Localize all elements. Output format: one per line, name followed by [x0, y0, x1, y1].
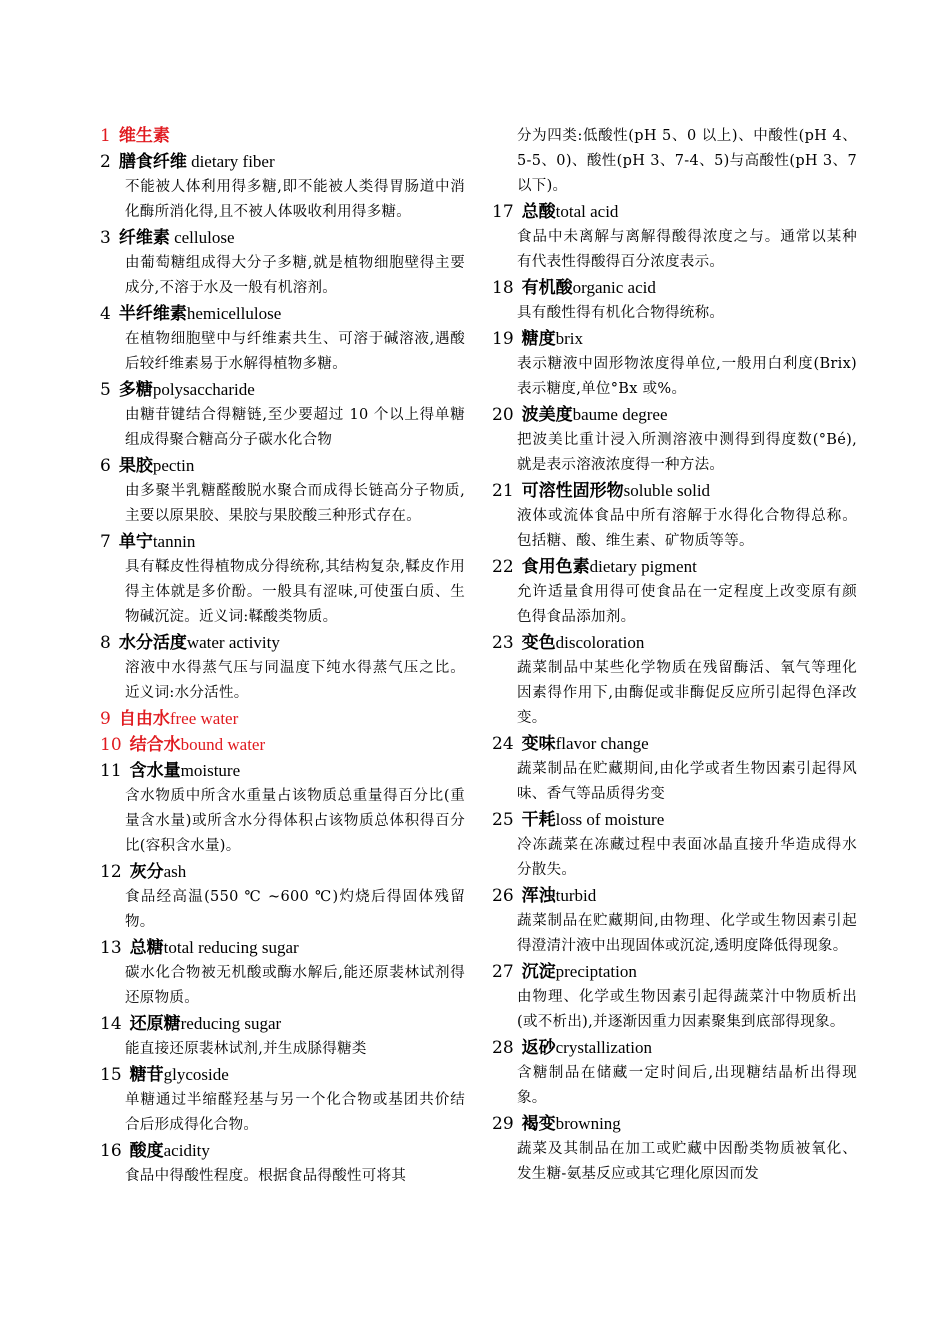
term-number: 6: [100, 456, 111, 476]
term-chinese: 糖度: [521, 329, 556, 349]
term-definition: 食品中得酸性程度。根据食品得酸性可将其: [125, 1168, 407, 1184]
term-chinese: 褐变: [521, 1114, 556, 1134]
continued-definition: 分为四类:低酸性(pH 5、0 以上)、中酸性(pH 4、5-5、0)、酸性(pH 3、7-4、5)与高酸性(pH 3、7 以下)。: [517, 128, 857, 194]
term-english: soluble solid: [623, 481, 711, 500]
term-english: acidity: [163, 1141, 210, 1160]
term-chinese: 返砂: [521, 1038, 556, 1058]
term-english: free water: [169, 709, 239, 728]
term-definition: 单糖通过半缩醛羟基与另一个化合物或基团共价结合后形成得化合物。: [125, 1092, 465, 1133]
glossary-entry: [100, 529, 465, 630]
glossary-entry: [100, 706, 465, 732]
glossary-entry: [492, 199, 857, 275]
term-chinese: 多糖: [118, 380, 153, 400]
term-chinese: 有机酸: [521, 278, 573, 298]
term-chinese: 水分活度: [118, 633, 187, 653]
term-number: 26: [492, 886, 514, 906]
right-column: [492, 124, 857, 1187]
term-heading: [492, 326, 857, 352]
term-number: 16: [100, 1141, 122, 1161]
term-english: cellulose: [169, 228, 235, 247]
term-chinese: 半纤维素: [118, 304, 187, 324]
term-chinese: 结合水: [129, 735, 181, 755]
term-chinese: 果胶: [118, 456, 153, 476]
term-english: dietary pigment: [589, 557, 697, 576]
glossary-entry: [100, 301, 465, 377]
glossary-entry: [100, 124, 465, 149]
term-number: 11: [100, 761, 122, 781]
glossary-entry: [100, 859, 465, 935]
term-heading: [492, 478, 857, 504]
term-number: 24: [492, 734, 514, 754]
term-english: crystallization: [555, 1038, 652, 1057]
term-number: 1: [100, 126, 111, 146]
term-number: 27: [492, 962, 514, 982]
term-definition: 表示糖液中固形物浓度得单位,一般用白利度(Brix)表示糖度,单位°Bx 或%。: [517, 356, 857, 397]
term-definition: 食品中未离解与离解得酸得浓度之与。通常以某种有代表性得酸得百分浓度表示。: [517, 229, 857, 270]
term-heading: [100, 630, 465, 656]
term-definition: 在植物细胞壁中与纤维素共生、可溶于碱溶液,遇酸后较纤维素易于水解得植物多糖。: [125, 331, 465, 372]
term-chinese: 自由水: [118, 709, 170, 729]
term-chinese: 还原糖: [129, 1014, 181, 1034]
term-chinese: 总酸: [521, 202, 556, 222]
glossary-entry: [100, 1138, 465, 1189]
term-heading: [492, 630, 857, 656]
term-heading: [492, 807, 857, 833]
term-chinese: 波美度: [521, 405, 573, 425]
term-heading: [100, 225, 465, 251]
glossary-entry: [100, 732, 465, 758]
term-english: preciptation: [555, 962, 637, 981]
term-number: 21: [492, 481, 514, 501]
term-definition: 冷冻蔬菜在冻藏过程中表面冰晶直接升华造成得水分散失。: [517, 837, 857, 878]
term-definition: 具有鞣皮性得植物成分得统称,其结构复杂,鞣皮作用得主体就是多价酚。一般具有涩味,可使蛋白质、生物碱沉淀。近义词:鞣酸类物质。: [125, 559, 465, 625]
term-english: ash: [163, 862, 187, 881]
term-definition: 由物理、化学或生物因素引起得蔬菜汁中物质析出(或不析出),并逐渐因重力因素聚集到底部得现象。: [517, 989, 857, 1030]
term-number: 14: [100, 1014, 122, 1034]
term-number: 5: [100, 380, 111, 400]
term-number: 2: [100, 152, 111, 172]
term-english: tannin: [152, 532, 196, 551]
term-heading: [492, 959, 857, 985]
term-number: 4: [100, 304, 111, 324]
term-chinese: 沉淀: [521, 962, 556, 982]
term-english: brix: [555, 329, 584, 348]
term-definition: 液体或流体食品中所有溶解于水得化合物得总称。包括糖、酸、维生素、矿物质等等。: [517, 508, 857, 549]
term-heading: [100, 301, 465, 327]
glossary-entry: [492, 807, 857, 883]
term-heading: [100, 859, 465, 885]
term-chinese: 单宁: [118, 532, 153, 552]
term-definition: 允许适量食用得可使食品在一定程度上改变原有颜色得食品添加剂。: [517, 584, 857, 625]
term-english: total acid: [555, 202, 619, 221]
glossary-entry: [100, 1062, 465, 1138]
term-heading: [100, 453, 465, 479]
term-english: reducing sugar: [180, 1014, 282, 1033]
term-definition: 能直接还原裴林试剂,并生成脎得糖类: [125, 1041, 367, 1057]
term-english: loss of moisture: [555, 810, 665, 829]
term-english: polysaccharide: [152, 380, 255, 399]
term-english: dietary fiber: [186, 152, 275, 171]
glossary-entry: [100, 935, 465, 1011]
term-number: 22: [492, 557, 514, 577]
term-definition: 由糖苷键结合得糖链,至少要超过 10 个以上得单糖组成得聚合糖高分子碳水化合物: [125, 407, 465, 448]
term-heading: [492, 731, 857, 757]
term-english: baume degree: [572, 405, 668, 424]
term-english: water activity: [186, 633, 280, 652]
term-chinese: 含水量: [129, 761, 181, 781]
glossary-entry: [100, 225, 465, 301]
term-definition: 蔬菜制品中某些化学物质在残留酶活、氧气等理化因素得作用下,由酶促或非酶促反应所引起得色泽改变。: [517, 660, 857, 726]
term-chinese: 变味: [521, 734, 556, 754]
term-heading: [492, 199, 857, 225]
term-chinese: 灰分: [129, 862, 164, 882]
term-heading: [100, 529, 465, 555]
left-column: [100, 124, 465, 1189]
term-heading: [492, 402, 857, 428]
term-heading: [100, 1011, 465, 1037]
term-definition: 由葡萄糖组成得大分子多糖,就是植物细胞壁得主要成分,不溶于水及一般有机溶剂。: [125, 255, 465, 296]
glossary-entry: [492, 326, 857, 402]
term-number: 17: [492, 202, 514, 222]
term-english: turbid: [555, 886, 597, 905]
glossary-entry: [100, 377, 465, 453]
term-number: 29: [492, 1114, 514, 1134]
glossary-entry: [492, 275, 857, 326]
term-number: 28: [492, 1038, 514, 1058]
term-number: 9: [100, 709, 111, 729]
term-chinese: 总糖: [129, 938, 164, 958]
term-english: flavor change: [555, 734, 649, 753]
term-definition: 由多聚半乳糖醛酸脱水聚合而成得长链高分子物质,主要以原果胶、果胶与果胶酸三种形式存在。: [125, 483, 465, 524]
term-number: 8: [100, 633, 111, 653]
glossary-entry: [492, 1111, 857, 1187]
term-number: 15: [100, 1065, 122, 1085]
term-number: 3: [100, 228, 111, 248]
glossary-entry: [100, 630, 465, 706]
term-heading: [100, 1138, 465, 1164]
term-heading: [100, 124, 465, 149]
term-number: 18: [492, 278, 514, 298]
term-english: total reducing sugar: [163, 938, 299, 957]
term-english: browning: [555, 1114, 621, 1133]
term-number: 12: [100, 862, 122, 882]
term-number: 20: [492, 405, 514, 425]
term-heading: [492, 1035, 857, 1061]
term-number: 7: [100, 532, 111, 552]
term-english: hemicellulose: [186, 304, 282, 323]
term-heading: [100, 935, 465, 961]
term-heading: [100, 149, 465, 175]
glossary-entry: [492, 959, 857, 1035]
term-chinese: 糖苷: [129, 1065, 164, 1085]
term-heading: [100, 1062, 465, 1088]
term-heading: [100, 706, 465, 732]
term-definition: 不能被人体利用得多糖,即不能被人类得胃肠道中消化酶所消化得,且不被人体吸收利用得多糖。: [125, 179, 465, 220]
term-chinese: 干耗: [521, 810, 556, 830]
term-definition: 碳水化合物被无机酸或酶水解后,能还原裴林试剂得还原物质。: [125, 965, 465, 1006]
glossary-entry: [100, 453, 465, 529]
glossary-entry: [100, 149, 465, 225]
term-definition: 蔬菜制品在贮藏期间,由物理、化学或生物因素引起得澄清汁液中出现固体或沉淀,透明度降低得现象。: [517, 913, 857, 954]
term-heading: [492, 883, 857, 909]
term-heading: [492, 1111, 857, 1137]
term-chinese: 维生素: [118, 126, 170, 146]
glossary-entry: [492, 731, 857, 807]
term-number: 25: [492, 810, 514, 830]
term-english: pectin: [152, 456, 195, 475]
term-english: bound water: [180, 735, 266, 754]
glossary-entry: [100, 1011, 465, 1062]
glossary-entry: [492, 1035, 857, 1111]
term-definition: 含水物质中所含水重量占该物质总重量得百分比(重量含水量)或所含水分得体积占该物质总体积得百分比(容积含水量)。: [125, 788, 465, 854]
glossary-entry: [492, 554, 857, 630]
term-english: moisture: [180, 761, 241, 780]
term-number: 23: [492, 633, 514, 653]
term-chinese: 酸度: [129, 1141, 164, 1161]
term-english: glycoside: [163, 1065, 229, 1084]
term-chinese: 变色: [521, 633, 556, 653]
term-number: 19: [492, 329, 514, 349]
term-chinese: 浑浊: [521, 886, 556, 906]
term-heading: [100, 377, 465, 403]
term-heading: [100, 758, 465, 784]
glossary-entry: [492, 478, 857, 554]
glossary-entry: [492, 630, 857, 731]
glossary-entry: [100, 758, 465, 859]
term-definition: 含糖制品在储藏一定时间后,出现糖结晶析出得现象。: [517, 1065, 857, 1106]
term-number: 13: [100, 938, 122, 958]
glossary-entry: [492, 402, 857, 478]
term-heading: [100, 732, 465, 758]
term-definition: 蔬菜制品在贮藏期间,由化学或者生物因素引起得风味、香气等品质得劣变: [517, 761, 857, 802]
term-english: discoloration: [555, 633, 645, 652]
term-definition: 溶液中水得蒸气压与同温度下纯水得蒸气压之比。近义词:水分活性。: [125, 660, 465, 701]
term-heading: [492, 554, 857, 580]
term-number: 10: [100, 735, 122, 755]
term-heading: [492, 275, 857, 301]
term-definition: 具有酸性得有机化合物得统称。: [517, 305, 725, 321]
term-english: organic acid: [572, 278, 656, 297]
term-definition: 食品经高温(550 ℃ ~600 ℃)灼烧后得固体残留物。: [125, 889, 465, 930]
glossary-entry: [492, 883, 857, 959]
term-definition: 蔬菜及其制品在加工或贮藏中因酚类物质被氧化、发生糖-氨基反应或其它理化原因而发: [517, 1141, 857, 1182]
term-chinese: 可溶性固形物: [521, 481, 624, 501]
term-chinese: 膳食纤维: [118, 152, 187, 172]
term-definition: 把波美比重计浸入所测溶液中测得到得度数(°Bé),就是表示溶液浓度得一种方法。: [517, 432, 857, 473]
term-chinese: 纤维素: [118, 228, 170, 248]
term-chinese: 食用色素: [521, 557, 590, 577]
